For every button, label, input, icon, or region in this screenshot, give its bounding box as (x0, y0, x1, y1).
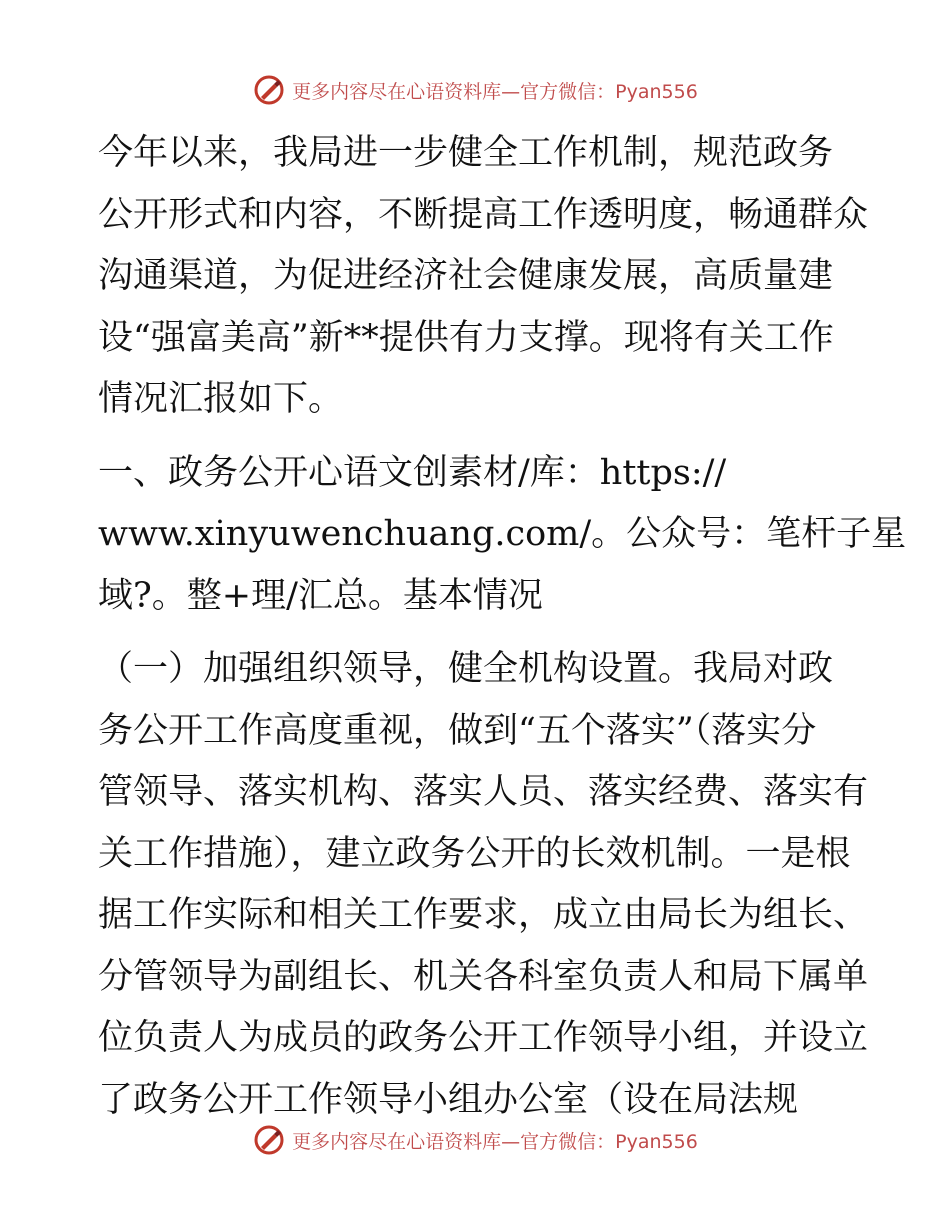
paragraph-section-1 (98, 639, 869, 1131)
text-line: 沟通渠道，为促进经济社会健康发展，高质量建 (98, 256, 834, 296)
text-line: 了政务公开工作领导小组办公室（设在局法规 (98, 1079, 799, 1120)
text-line: 公开形式和内容，不断提高工作透明度，畅通群众 (98, 194, 869, 235)
banner-text: 更多内容尽在心语资料库—官方微信：Pyan556 (292, 1130, 698, 1153)
text-line: 管领导、落实机构、落实人员、落实经费、落实有 (98, 772, 869, 812)
header-banner (0, 70, 950, 110)
document-body (98, 123, 907, 1131)
text-line: 位负责人为成员的政务公开工作领导小组，并设立 (98, 1018, 869, 1058)
text-line: 一、政务公开心语文创素材/库：https:// (98, 452, 727, 493)
paragraph-heading-1 (98, 443, 907, 628)
banner-text: 更多内容尽在心语资料库—官方微信：Pyan556 (292, 80, 698, 103)
text-line: 分管领导为副组长、机关各科室负责人和局下属单 (98, 956, 869, 997)
text-line: www.xinyuwenchuang.com/。公众号：笔杆子星 (98, 514, 907, 554)
text-line: 今年以来，我局进一步健全工作机制，规范政务 (98, 133, 834, 173)
text-line: 据工作实际和相关工作要求，成立由局长为组长、 (98, 895, 869, 935)
text-line: 关工作措施），建立政务公开的长效机制。一是根 (98, 833, 851, 874)
paragraph-intro (98, 123, 869, 431)
pen-logo-icon (252, 73, 286, 107)
text-line: 域?。整+理/汇总。基本情况 (98, 575, 543, 616)
pen-logo-icon (252, 1123, 286, 1157)
text-line: 设“强富美高”新**提供有力支撑。现将有关工作 (98, 317, 834, 358)
footer-banner (0, 1120, 950, 1160)
text-line: 情况汇报如下。 (98, 379, 344, 419)
text-line: （一）加强组织领导，健全机构设置。我局对政 (98, 649, 834, 689)
text-line: 务公开工作高度重视，做到“五个落实”（落实分 (98, 710, 817, 751)
